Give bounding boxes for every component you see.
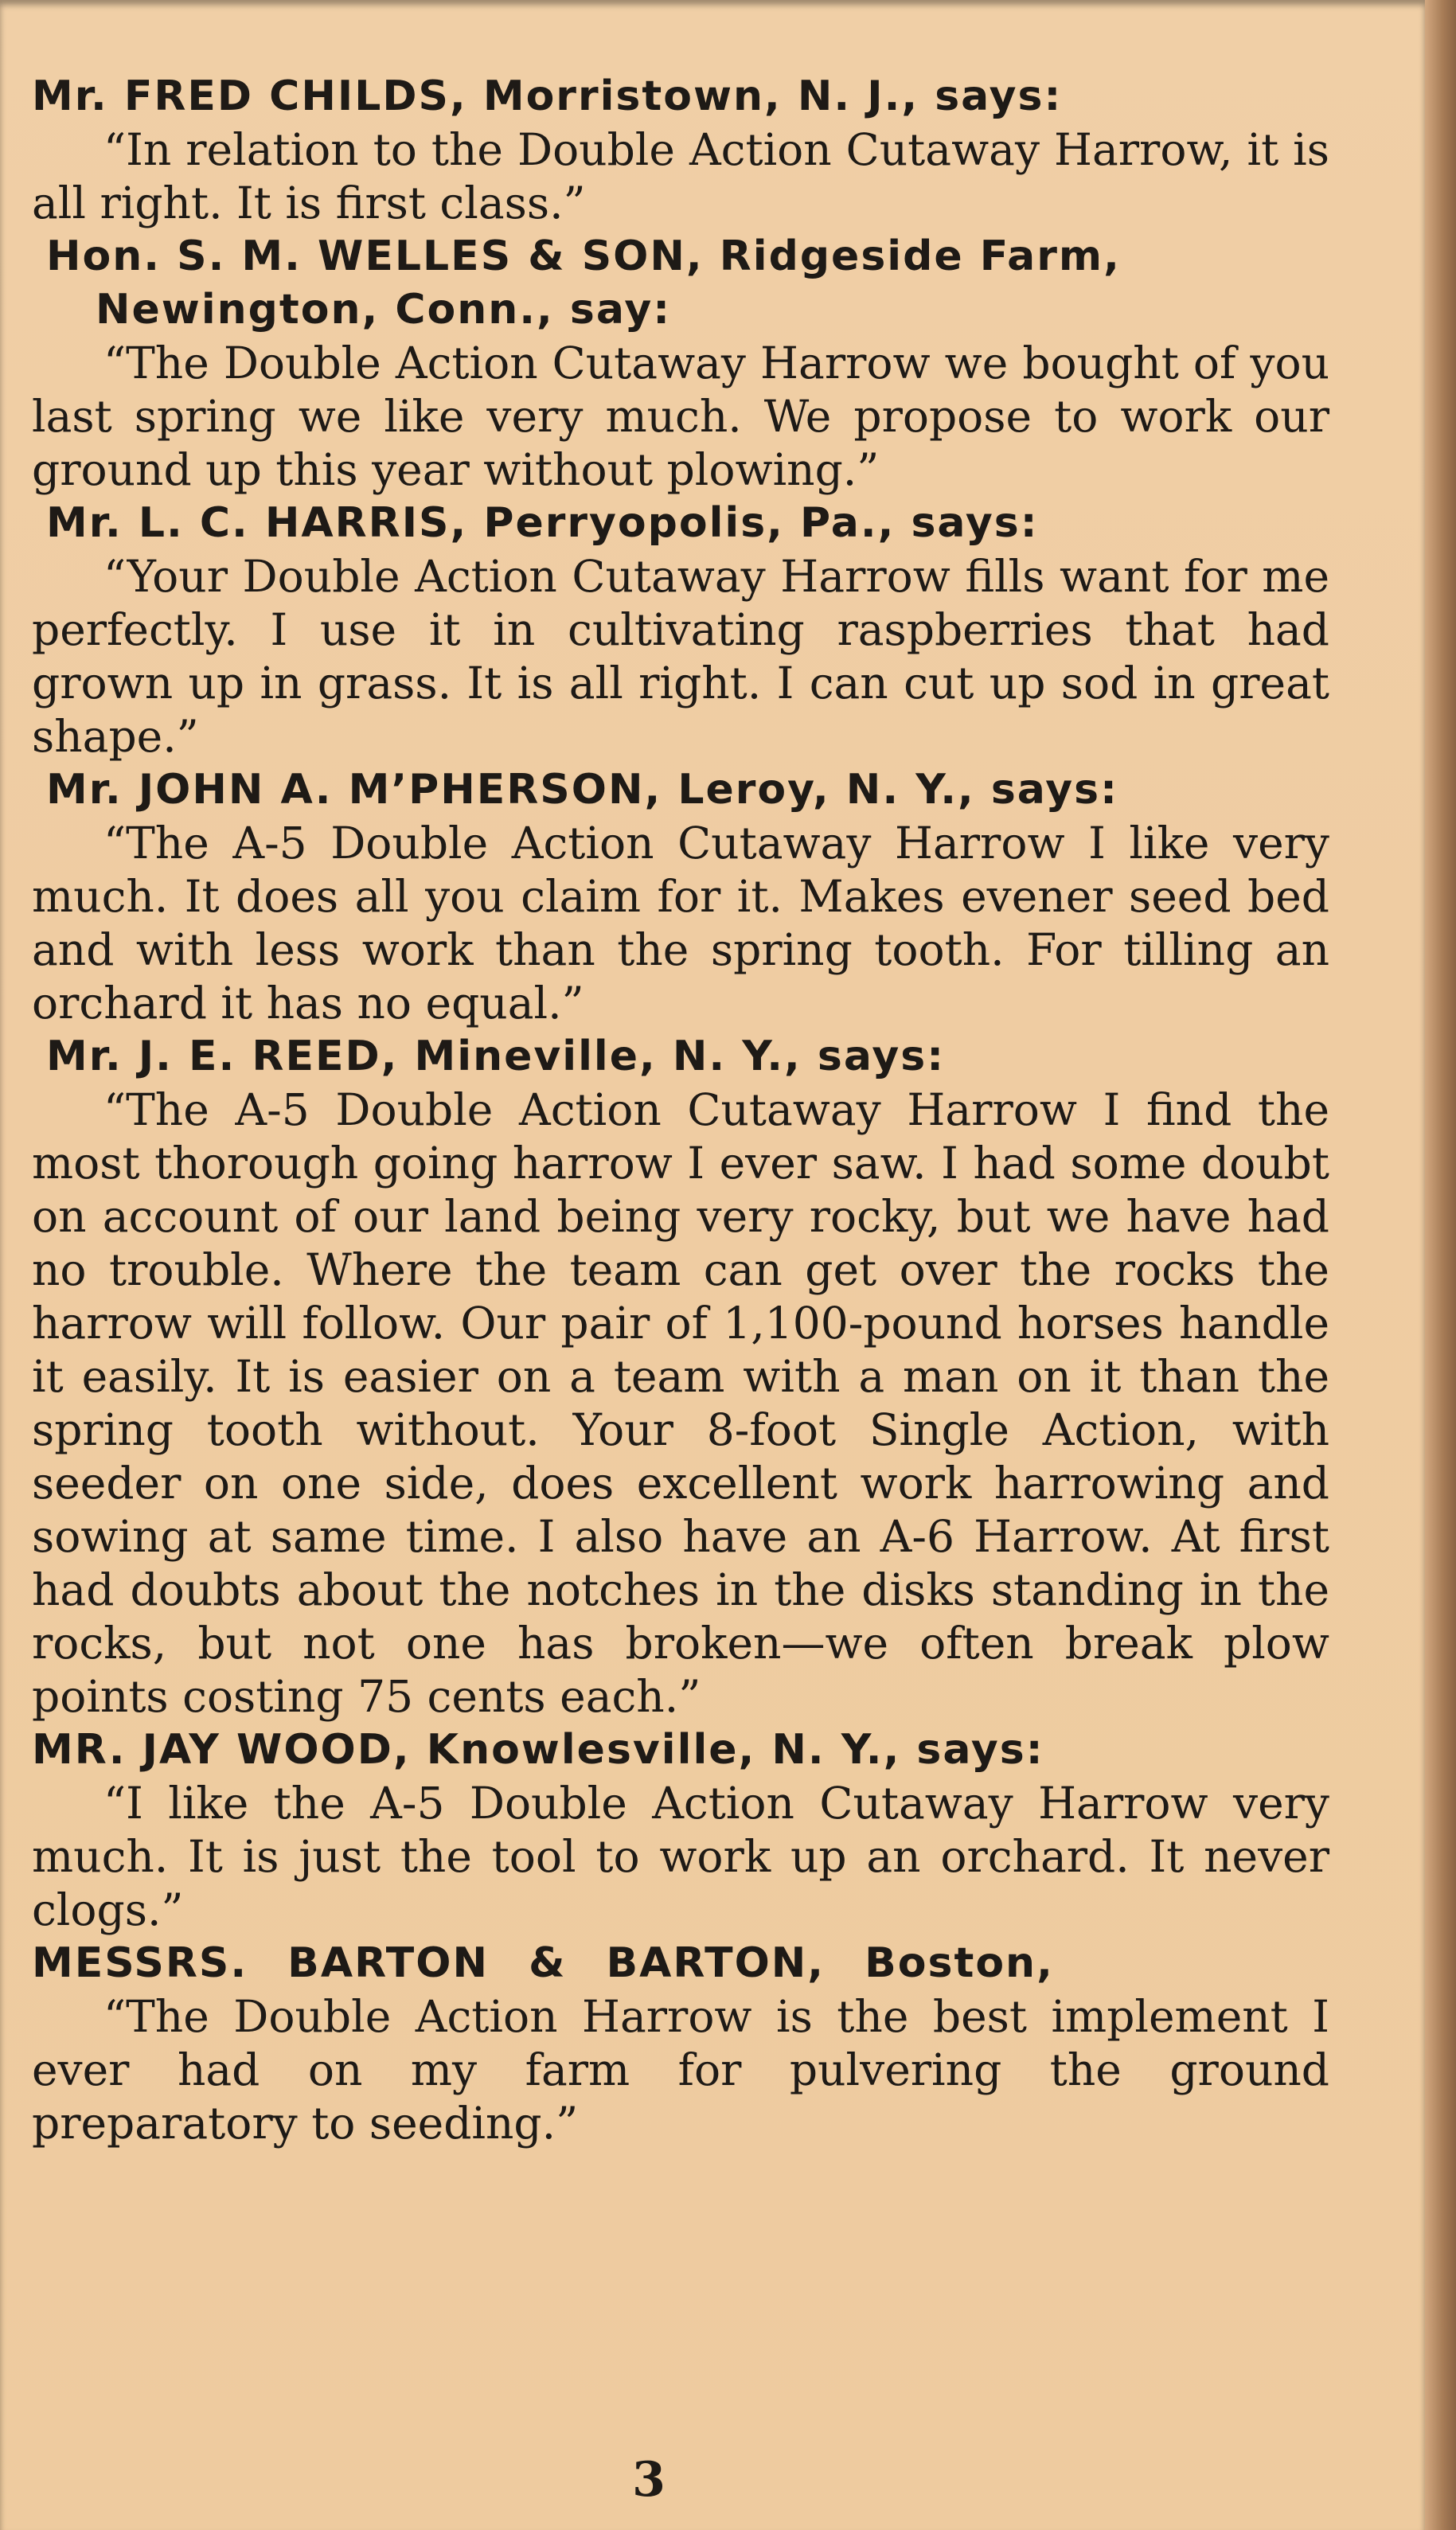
testimonial-childs — [32, 70, 1329, 230]
testimonial-name: Mr. FRED CHILDS, Morristown, N. J., says: — [32, 72, 1063, 120]
testimonial-quote: “Your Double Action Cutaway Harrow fills want for me perfectly. I use it in cultivating raspberries that had grown up in grass. It is all right. I can cut up sod in great shape.” — [32, 551, 1329, 762]
testimonial-wood — [32, 1724, 1329, 1937]
testimonial-name: Mr. L. C. HARRIS, Perryopolis, Pa., says: — [46, 499, 1039, 547]
testimonial-quote: “The A-5 Double Action Cutaway Harrow I find the most thorough going harrow I ever saw. I had some doubt on account of our land being very rocky, but we have had no trouble. Where the team can get over the rocks the harrow will follow. Our pair of 1,100-pound horses handle it easily. It is easier on a team with a man on it than the spring tooth without. Your 8-foot Single Action, with seeder on one side, does excellent work harrowing and sowing at same time. I also have an A-6 Harrow. At first had doubts about the notches in the disks standing in the rocks, but not one has broken—we often break plow points costing 75 cents each.” — [32, 1084, 1329, 1722]
testimonial-quote: “The Double Action Harrow is the best implement I ever had on my farm for pulvering the ground preparatory to seeding.” — [32, 1991, 1329, 2149]
testimonial-quote: “In relation to the Double Action Cutaway Harrow, it is all right. It is first class.” — [32, 124, 1329, 228]
testimonial-quote: “The A-5 Double Action Cutaway Harrow I like very much. It does all you claim for it. Makes evener seed bed and with less work than the spring tooth. For tilling an orchard it has no equal.” — [32, 818, 1329, 1029]
testimonial-name: Mr. J. E. REED, Mineville, N. Y., says: — [46, 1033, 945, 1080]
page-edge — [1425, 0, 1456, 2530]
testimonial-name: Mr. JOHN A. M’PHERSON, Leroy, N. Y., says: — [46, 766, 1118, 814]
testimonials-column — [32, 70, 1329, 2150]
testimonial-barton — [32, 1937, 1329, 2150]
testimonial-name: MESSRS. BARTON & BARTON, Boston, — [32, 1939, 1054, 1987]
testimonial-reed — [32, 1030, 1329, 1724]
page-number: 3 — [632, 2452, 666, 2508]
testimonial-harris — [32, 497, 1329, 763]
testimonial-quote: “The Double Action Cutaway Harrow we bought of you last spring we like very much. We propose to work our ground up this year without plowing.” — [32, 338, 1329, 495]
testimonial-mpherson — [32, 763, 1329, 1030]
testimonial-welles — [32, 230, 1329, 497]
testimonial-name: Hon. S. M. WELLES & SON, Ridgeside Farm, — [46, 232, 1121, 280]
testimonial-quote: “I like the A-5 Double Action Cutaway Harrow very much. It is just the tool to work up an orchard. It never clogs.” — [32, 1778, 1329, 1935]
testimonial-name: MR. JAY WOOD, Knowlesville, N. Y., says: — [32, 1726, 1044, 1774]
testimonial-name-continued: Newington, Conn., say: — [96, 286, 672, 334]
